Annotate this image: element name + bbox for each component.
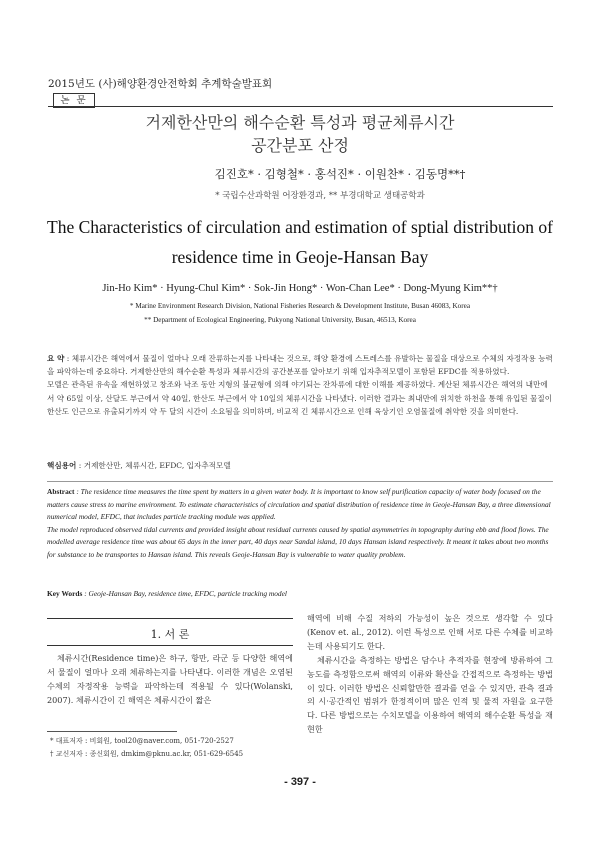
conference-name: 2015년도 (사)해양환경안전학회 추계학술발표회 bbox=[48, 78, 273, 90]
keywords-ko-text: : 거제한산만, 체류시간, EFDC, 입자추적모델 bbox=[76, 461, 231, 470]
section-rule-bottom bbox=[47, 645, 293, 646]
left-column bbox=[47, 652, 293, 708]
keywords-en-text: : Geoje-Hansan Bay, residence time, EFDC, particle tracking model bbox=[82, 589, 287, 598]
keywords-ko-label: 핵심용어 bbox=[47, 461, 77, 470]
affiliation-en-1: * Marine Environment Research Division, National Fisheries Research & Development Institute, Busan 46083, Korea bbox=[129, 302, 471, 310]
right-column bbox=[307, 612, 553, 737]
authors-ko: 김진호* · 김형철* · 홍석진* · 이원찬* · 김동명**† bbox=[214, 167, 466, 181]
authors-en: Jin-Ho Kim* · Hyung-Chul Kim* · Sok-Jin Hong* · Won-Chan Lee* · Dong-Myung Kim**† bbox=[102, 283, 498, 294]
footnote-rule bbox=[47, 731, 177, 732]
abstract-ko-label: 요 약 bbox=[47, 354, 65, 363]
keywords-en bbox=[47, 588, 553, 601]
page-number: - 397 - bbox=[284, 776, 316, 788]
keywords-ko bbox=[47, 459, 553, 472]
footnote-2: † 교신저자 : 종신회원, dmkim@pknu.ac.kr, 051-629-6545 bbox=[50, 749, 244, 758]
intro-paragraph-right-2: 체류시간을 측정하는 방법은 담수나 추적자를 현장에 방류하여 그 농도를 측정함으로써 해역의 이류와 확산을 간접적으로 측정하는 방법이 있다. 이러한 방법은 신뢰할만한 결과를 얻을 수 있지만, 관측 결과의 시·공간적인 범위가 한정적이며 많은 인적 및 물적 자원을 요구한다. 다른 방법으로는 수치모델을 이용하여 해역의 해수순환 특성을 재현한 bbox=[307, 654, 553, 735]
affiliation-en-2: ** Department of Ecological Engineering, Pukyong National University, Busan, 46513, Korea bbox=[144, 316, 416, 324]
title-ko-line2: 공간분포 산정 bbox=[251, 136, 349, 155]
abstract-ko-para2: 모델은 관측된 유속을 재현하였고 창조와 낙조 동안 지형의 불균형에 의해 야기되는 잔차류에 대한 이해를 제공하였다. 계산된 체류시간은 해역의 내만에서 약 65일 이상, 산달도 부근에서 약 40일, 한산도 부근에서 약 10일의 체류시간을 나타냈다. 이러한 결과는 최내만에 위치한 하천을 통해 유입된 물질이 한산도 인근으로 유출되기까지 약 두 달의 시간이 소요됨을 의미하며, 비교적 긴 체류시간으로 인해 육상기인 오염물질에 취약한 것을 의미한다. bbox=[47, 380, 553, 416]
header-rule bbox=[48, 106, 553, 107]
abstract-en-label: Abstract bbox=[47, 487, 75, 496]
footnotes bbox=[50, 735, 293, 760]
title-ko-line1: 거제한산만의 해수순환 특성과 평균체류시간 bbox=[145, 113, 455, 132]
keywords-en-label: Key Words bbox=[47, 589, 83, 598]
abstract-en-para2: The model reproduced observed tidal currents and provided insight about residual currents caused by spatial asymmetries in topography during ebb and flood flows. The modelled average residence time was about 65 days in the inner part, 40 days near Sandal island, 10 days Hansan island respectively. It meant it takes about two months for substance to be transportes to Hansan island. This reveals Geoje-Hansan Bay is vulnerable to water quality problem. bbox=[47, 524, 549, 559]
affiliation-ko: * 국립수산과학원 어장환경과, ** 부경대학교 생태공학과 bbox=[215, 191, 425, 201]
section-heading: 1. 서 론 bbox=[150, 628, 190, 641]
intro-paragraph-right-1: 해역에 비해 수질 저하의 가능성이 높은 것으로 생각할 수 있다(Kenov et. al., 2012). 이런 특성으로 인해 서로 다른 수체를 비교하는데 사용되기도 한다. bbox=[307, 613, 553, 651]
intro-paragraph-left: 체류시간(Residence time)은 하구, 항만, 라군 등 다양한 해역에서 물질이 얼마나 오래 체류하는지를 나타낸다. 이러한 개념은 오염된 수체의 자정작용 능력을 파악하는데 적용될 수 있다(Wolanski, 2007). 체류시간이 긴 해역은 체류시간이 짧은 bbox=[47, 653, 293, 705]
title-en-line2: residence time in Geoje-Hansan Bay bbox=[171, 247, 429, 267]
paper-type-label: 논 문 bbox=[53, 93, 95, 108]
abstract-en bbox=[47, 486, 553, 562]
abstract-ko bbox=[47, 352, 553, 418]
abstract-divider bbox=[47, 481, 553, 482]
section-rule-top bbox=[47, 618, 293, 619]
abstract-ko-para1: : 체류시간은 해역에서 물질이 얼마나 오래 잔류하는지를 나타내는 것으로, 해양 환경에 스트레스를 유발하는 물질을 대상으로 수체의 자정작용 능력을 파악하는데 중요하다. 거제한산만의 해수순환 특성과 체류시간의 공간분포를 알아보기 위해 입자추적모델이 포함된 EFDC를 적용하였다. bbox=[47, 354, 553, 377]
footnote-1: * 대표저자 : 비회원, tool20@naver.com, 051-720-2527 bbox=[50, 737, 234, 745]
title-en-line1: The Characteristics of circulation and estimation of sptial distribution of bbox=[47, 217, 553, 237]
abstract-en-para1: : The residence time measures the time spent by matters in a given water body. It is important to know self purification capacity of water body focused on the matters cause stress to marine environment. To estimate characteristics of circulation and spatial distribution of residence time in Geoje-Hansan Bay, a three dimensional numerical model, EFDC, that includes particle tracking module was applied. bbox=[47, 487, 551, 522]
